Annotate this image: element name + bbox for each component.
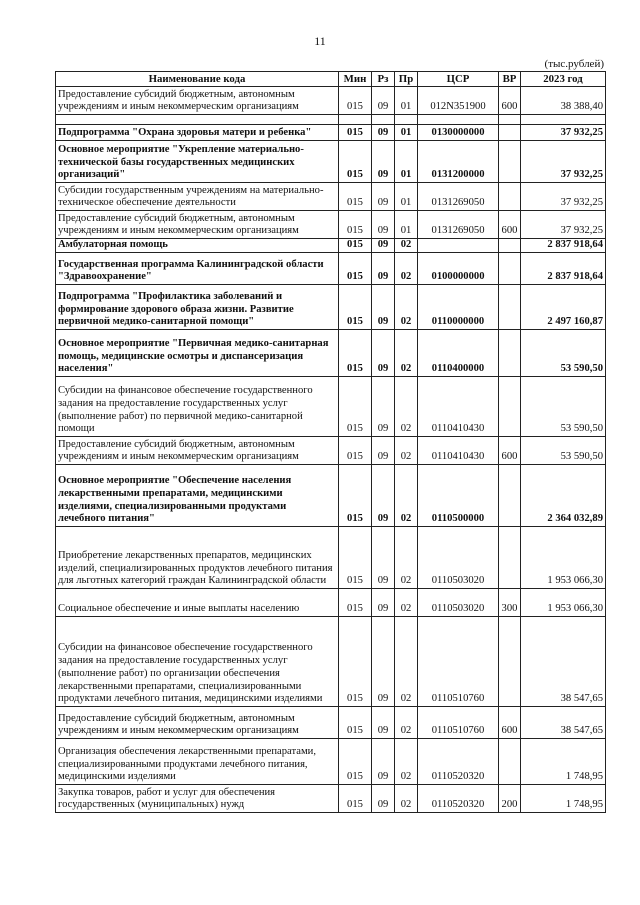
cell-min: 015 [339,125,372,141]
cell-csr: 0110400000 [418,330,499,377]
cell-rz: 09 [372,739,395,785]
cell-amount: 1 748,95 [521,785,606,813]
cell-rz: 09 [372,589,395,617]
table-row [56,87,606,115]
table-row [56,183,606,211]
cell-min: 015 [339,377,372,437]
cell-min: 015 [339,527,372,589]
table-row [56,115,606,125]
cell-rz: 09 [372,141,395,183]
cell-csr: 0110503020 [418,589,499,617]
cell-min: 015 [339,589,372,617]
cell-rz: 09 [372,377,395,437]
table-row [56,437,606,465]
cell-amount: 53 590,50 [521,330,606,377]
cell-min: 015 [339,785,372,813]
cell-rz: 09 [372,285,395,330]
cell-vr [499,465,521,527]
cell-min: 015 [339,87,372,115]
cell-name: Субсидии на финансовое обеспечение государственного задания на предоставление государственных услуг (выполнение работ) по первичной медико-санитарной помощи [56,377,339,437]
cell-vr [499,183,521,211]
cell-pr: 02 [395,253,418,285]
cell-csr: 0130000000 [418,125,499,141]
cell-amount: 2 497 160,87 [521,285,606,330]
cell-csr: 012N351900 [418,87,499,115]
cell-vr [499,115,521,125]
cell-pr: 01 [395,183,418,211]
table-row [56,141,606,183]
cell-vr [499,239,521,253]
cell-pr: 02 [395,739,418,785]
cell-amount: 1 748,95 [521,739,606,785]
cell-rz: 09 [372,211,395,239]
cell-pr: 02 [395,285,418,330]
cell-csr: 0110520320 [418,785,499,813]
cell-amount: 37 932,25 [521,183,606,211]
header-name: Наименование кода [56,72,339,87]
cell-name: Приобретение лекарственных препаратов, медицинских изделий, специализированных продуктов лечебного питания для льготных категорий граждан Калининградской области [56,527,339,589]
table-row [56,739,606,785]
table-header-row [56,72,606,87]
cell-amount: 1 953 066,30 [521,527,606,589]
cell-name: Основное мероприятие "Первичная медико-санитарная помощь, медицинские осмотры и диспансеризация населения" [56,330,339,377]
table-row [56,253,606,285]
table-row [56,285,606,330]
table-row [56,239,606,253]
cell-vr [499,285,521,330]
cell-name: Основное мероприятие "Обеспечение населения лекарственными препаратами, медицинскими изделиями, специализированными продуктами лечебного питания" [56,465,339,527]
table-row [56,465,606,527]
cell-name: Предоставление субсидий бюджетным, автономным учреждениям и иным некоммерческим организациям [56,707,339,739]
cell-min: 015 [339,253,372,285]
cell-pr: 02 [395,527,418,589]
cell-rz: 09 [372,437,395,465]
cell-csr [418,115,499,125]
cell-vr: 300 [499,589,521,617]
cell-pr: 02 [395,465,418,527]
cell-min [339,115,372,125]
cell-amount: 37 932,25 [521,141,606,183]
cell-min: 015 [339,330,372,377]
cell-amount: 53 590,50 [521,377,606,437]
cell-name: Организация обеспечения лекарственными препаратами, специализированными продуктами лечебного питания, медицинскими изделиями [56,739,339,785]
cell-csr: 0100000000 [418,253,499,285]
cell-name: Субсидии государственным учреждениям на материально-техническое обеспечение деятельности [56,183,339,211]
cell-name: Подпрограмма "Профилактика заболеваний и формирование здорового образа жизни. Развитие первичной медико-санитарной помощи" [56,285,339,330]
cell-vr: 600 [499,211,521,239]
cell-vr: 600 [499,437,521,465]
cell-vr [499,141,521,183]
cell-csr: 0110520320 [418,739,499,785]
cell-pr: 02 [395,239,418,253]
cell-csr: 0110410430 [418,377,499,437]
table-row [56,785,606,813]
cell-pr: 02 [395,785,418,813]
cell-rz [372,115,395,125]
cell-amount: 37 932,25 [521,125,606,141]
cell-name: Амбулаторная помощь [56,239,339,253]
cell-csr: 0131200000 [418,141,499,183]
cell-csr [418,239,499,253]
cell-name: Основное мероприятие "Укрепление материально-технической базы государственных медицинских организаций" [56,141,339,183]
cell-rz: 09 [372,707,395,739]
cell-amount: 2 837 918,64 [521,253,606,285]
budget-table [55,71,606,813]
cell-rz: 09 [372,785,395,813]
cell-csr: 0110510760 [418,617,499,707]
cell-pr: 01 [395,141,418,183]
cell-vr: 600 [499,707,521,739]
cell-rz: 09 [372,253,395,285]
table-row [56,617,606,707]
units-label: (тыс.рублей) [544,58,604,70]
table-row [56,527,606,589]
cell-min: 015 [339,239,372,253]
cell-pr [395,115,418,125]
cell-pr: 01 [395,211,418,239]
table-row [56,330,606,377]
table-row [56,377,606,437]
cell-rz: 09 [372,527,395,589]
cell-vr: 200 [499,785,521,813]
cell-csr: 0131269050 [418,211,499,239]
cell-rz: 09 [372,239,395,253]
cell-pr: 02 [395,617,418,707]
cell-pr: 02 [395,377,418,437]
cell-min: 015 [339,437,372,465]
cell-pr: 02 [395,437,418,465]
cell-pr: 01 [395,87,418,115]
cell-csr: 0110410430 [418,437,499,465]
cell-vr [499,527,521,589]
cell-min: 015 [339,707,372,739]
cell-csr: 0131269050 [418,183,499,211]
header-vr: ВР [499,72,521,87]
cell-vr [499,125,521,141]
cell-rz: 09 [372,465,395,527]
cell-name: Государственная программа Калининградской области "Здравоохранение" [56,253,339,285]
table-row [56,707,606,739]
cell-amount: 38 547,65 [521,707,606,739]
cell-rz: 09 [372,87,395,115]
cell-csr: 0110000000 [418,285,499,330]
cell-pr: 02 [395,330,418,377]
cell-vr [499,739,521,785]
cell-vr [499,253,521,285]
cell-amount: 2 837 918,64 [521,239,606,253]
cell-vr [499,377,521,437]
cell-min: 015 [339,141,372,183]
cell-name [56,115,339,125]
page-number: 11 [314,34,326,48]
cell-csr: 0110500000 [418,465,499,527]
cell-rz: 09 [372,330,395,377]
cell-pr: 01 [395,125,418,141]
table-row [56,125,606,141]
cell-amount: 38 547,65 [521,617,606,707]
cell-amount: 37 932,25 [521,211,606,239]
cell-amount: 38 388,40 [521,87,606,115]
header-min: Мин [339,72,372,87]
cell-vr: 600 [499,87,521,115]
cell-csr: 0110510760 [418,707,499,739]
table-row [56,589,606,617]
cell-pr: 02 [395,589,418,617]
cell-amount: 53 590,50 [521,437,606,465]
cell-name: Субсидии на финансовое обеспечение государственного задания на предоставление государственных услуг (выполнение работ) по организации обеспечения лекарственными препаратами, специализированными продуктами лечебного питания, медицинскими изделиями [56,617,339,707]
cell-name: Предоставление субсидий бюджетным, автономным учреждениям и иным некоммерческим организациям [56,87,339,115]
cell-vr [499,617,521,707]
cell-rz: 09 [372,183,395,211]
cell-amount: 2 364 032,89 [521,465,606,527]
cell-vr [499,330,521,377]
header-pr: Пр [395,72,418,87]
cell-name: Предоставление субсидий бюджетным, автономным учреждениям и иным некоммерческим организациям [56,211,339,239]
cell-min: 015 [339,211,372,239]
table-row [56,211,606,239]
header-year: 2023 год [521,72,606,87]
cell-pr: 02 [395,707,418,739]
cell-amount [521,115,606,125]
cell-min: 015 [339,617,372,707]
cell-min: 015 [339,739,372,785]
cell-name: Закупка товаров, работ и услуг для обеспечения государственных (муниципальных) нужд [56,785,339,813]
cell-min: 015 [339,285,372,330]
cell-csr: 0110503020 [418,527,499,589]
header-csr: ЦСР [418,72,499,87]
cell-amount: 1 953 066,30 [521,589,606,617]
cell-min: 015 [339,183,372,211]
cell-name: Подпрограмма "Охрана здоровья матери и ребенка" [56,125,339,141]
cell-min: 015 [339,465,372,527]
cell-rz: 09 [372,617,395,707]
cell-name: Предоставление субсидий бюджетным, автономным учреждениям и иным некоммерческим организациям [56,437,339,465]
header-rz: Рз [372,72,395,87]
cell-rz: 09 [372,125,395,141]
cell-name: Социальное обеспечение и иные выплаты населению [56,589,339,617]
